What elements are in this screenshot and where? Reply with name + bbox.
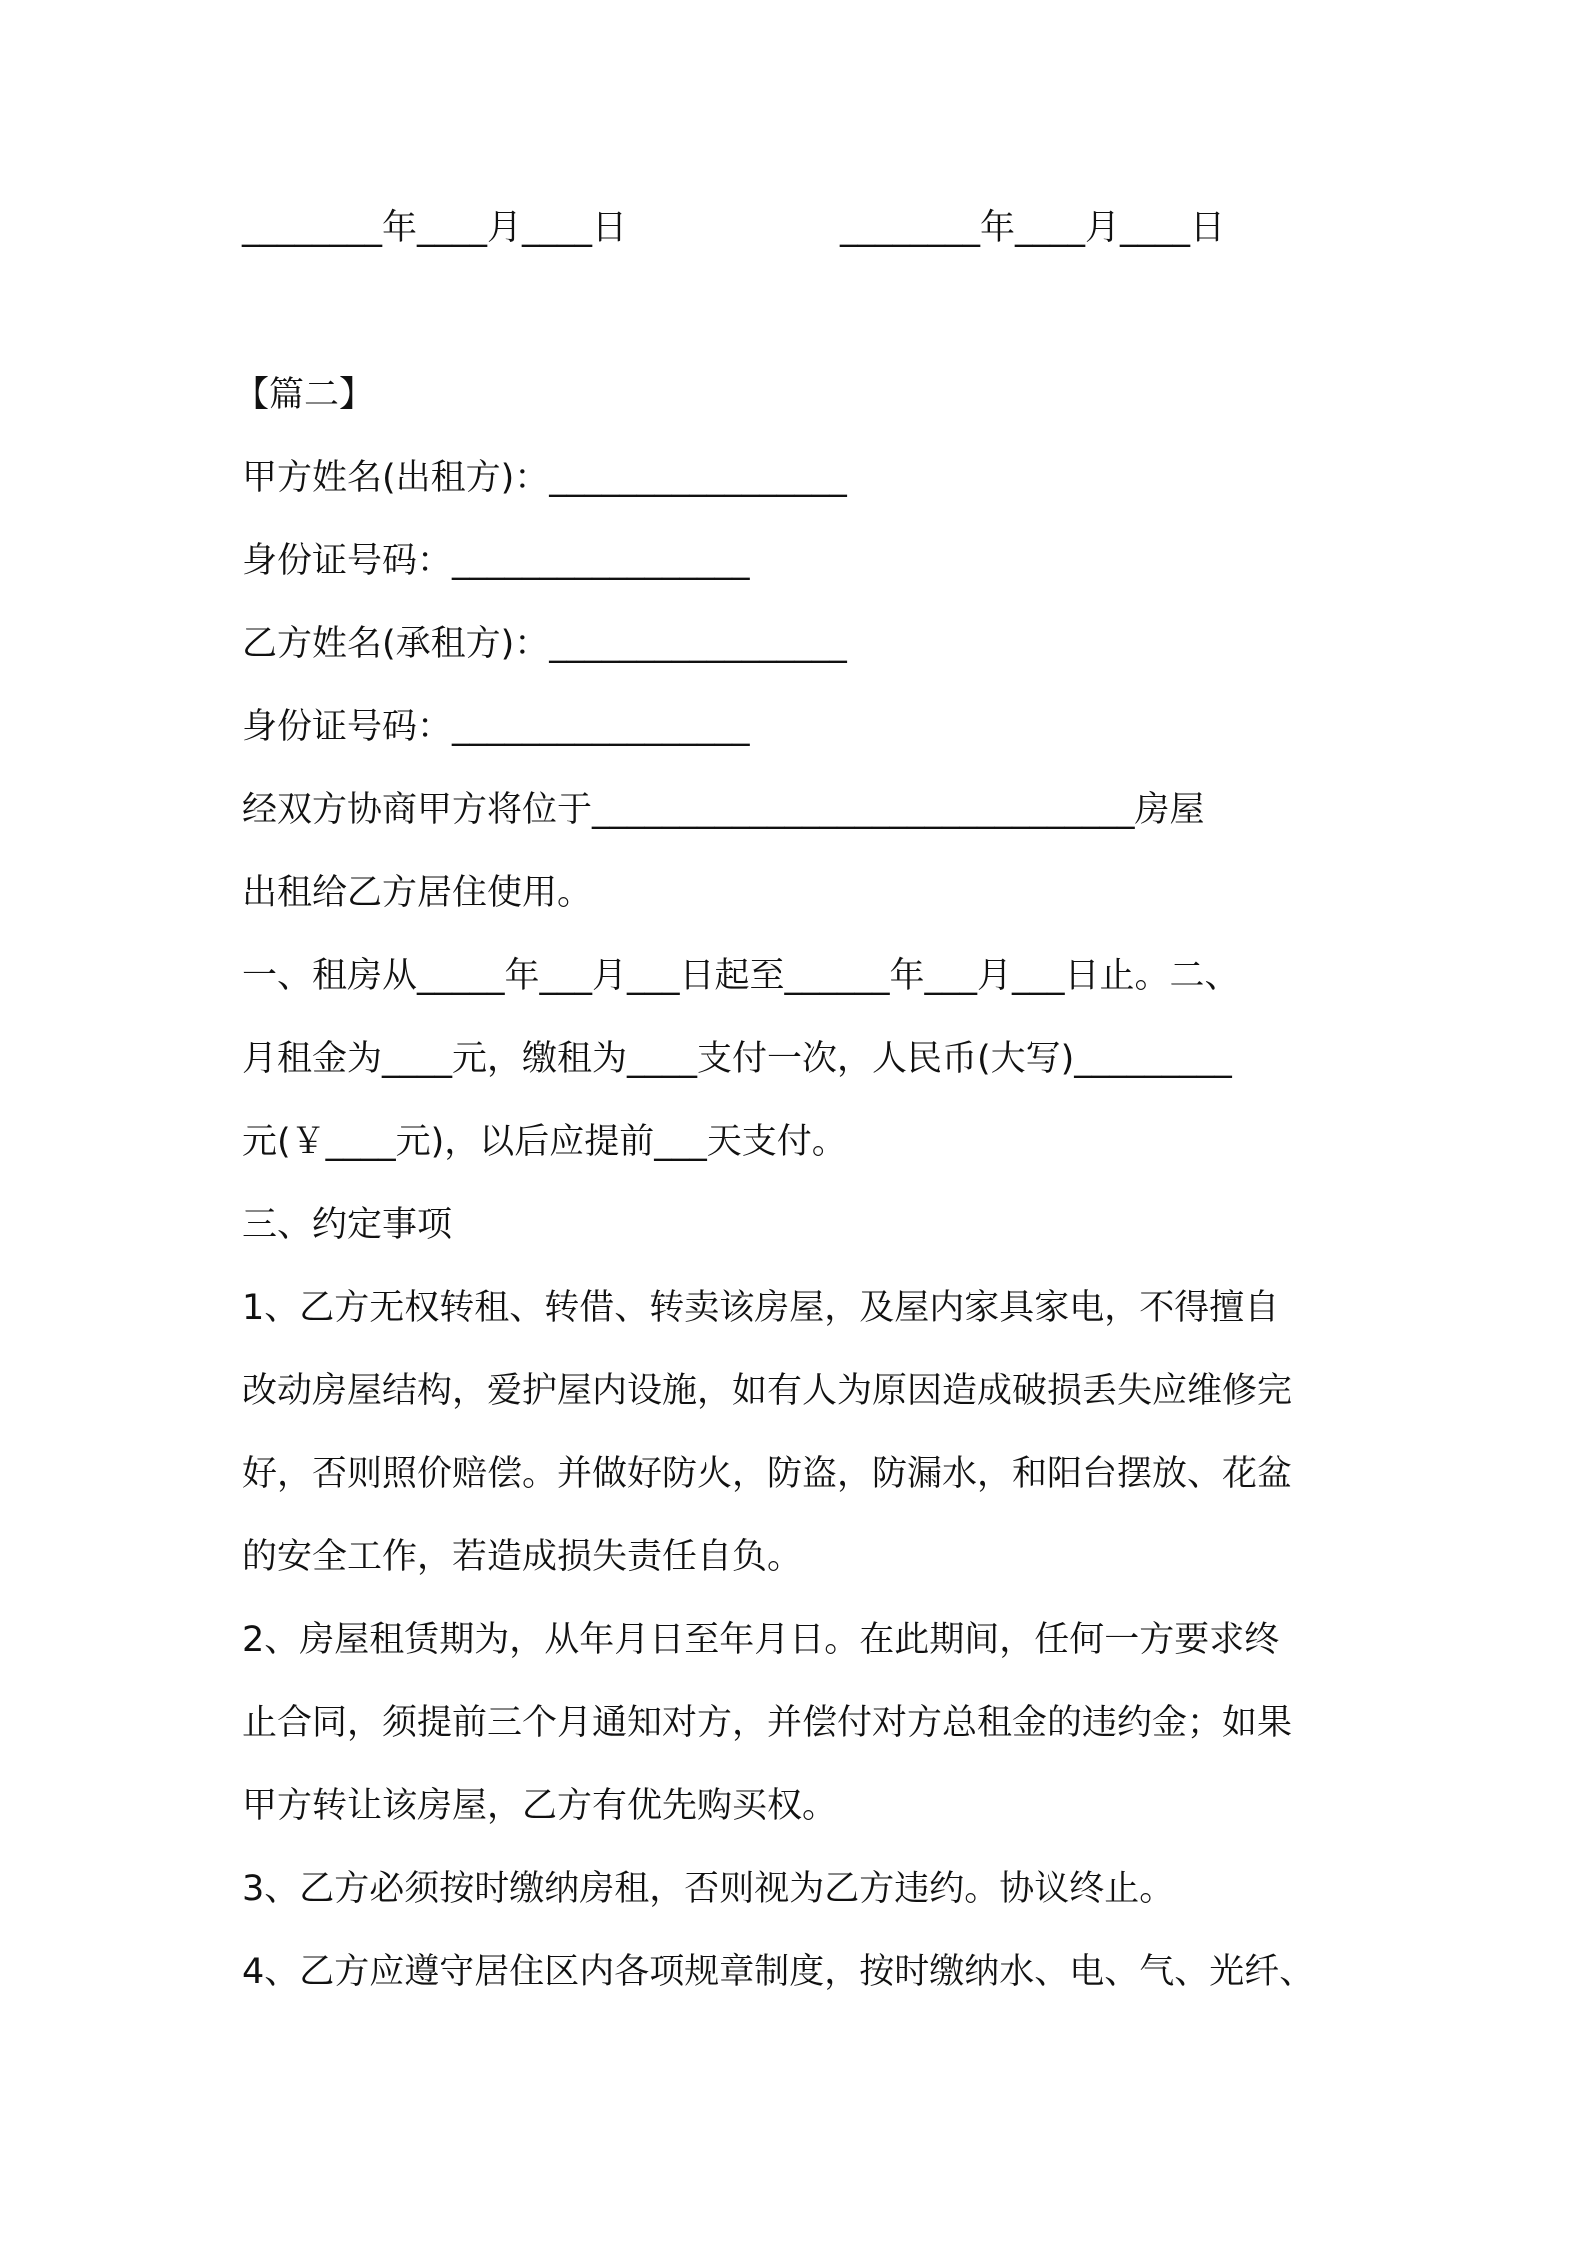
term-line: 一、租房从_____年___月___日起至______年___月___日止。二、 <box>242 956 1240 996</box>
property-address-line: 经双方协商甲方将位于_______________________________房屋 <box>242 790 1205 830</box>
clause-3-line: 3、乙方必须按时缴纳房租，否则视为乙方违约。协议终止。 <box>242 1869 1175 1909</box>
landlord-id-line: 身份证号码：_________________ <box>242 541 750 581</box>
date-line-left: ________年____月____日 <box>242 208 628 248</box>
clause-4-line: 4、乙方应遵守居住区内各项规章制度，按时缴纳水、电、气、光纤、 <box>242 1952 1315 1992</box>
date-line-right: ________年____月____日 <box>840 208 1226 248</box>
rent-amount-line: 元(￥____元)，以后应提前___天支付。 <box>242 1122 847 1162</box>
rent-line: 月租金为____元，缴租为____支付一次，人民币(大写)_________ <box>242 1039 1232 1079</box>
tenant-name-line: 乙方姓名(承租方)：_________________ <box>242 624 847 664</box>
tenant-id-line: 身份证号码：_________________ <box>242 707 750 747</box>
clause-2-line-1: 2、房屋租赁期为，从年月日至年月日。在此期间，任何一方要求终 <box>242 1620 1280 1660</box>
property-usage-line: 出租给乙方居住使用。 <box>242 873 593 913</box>
clause-2-line-3: 甲方转让该房屋，乙方有优先购买权。 <box>242 1786 838 1826</box>
section-title: 【篇二】 <box>234 375 375 415</box>
agreement-heading: 三、约定事项 <box>242 1205 453 1245</box>
clause-1-line-4: 的安全工作，若造成损失责任自负。 <box>242 1537 803 1577</box>
clause-1-line-3: 好，否则照价赔偿。并做好防火，防盗，防漏水，和阳台摆放、花盆 <box>242 1454 1293 1494</box>
clause-2-line-2: 止合同，须提前三个月通知对方，并偿付对方总租金的违约金；如果 <box>242 1703 1293 1743</box>
clause-1-line-1: 1、乙方无权转租、转借、转卖该房屋，及屋内家具家电，不得擅自 <box>242 1288 1280 1328</box>
landlord-name-line: 甲方姓名(出租方)：_________________ <box>242 458 847 498</box>
clause-1-line-2: 改动房屋结构，爱护屋内设施，如有人为原因造成破损丢失应维修完 <box>242 1371 1293 1411</box>
